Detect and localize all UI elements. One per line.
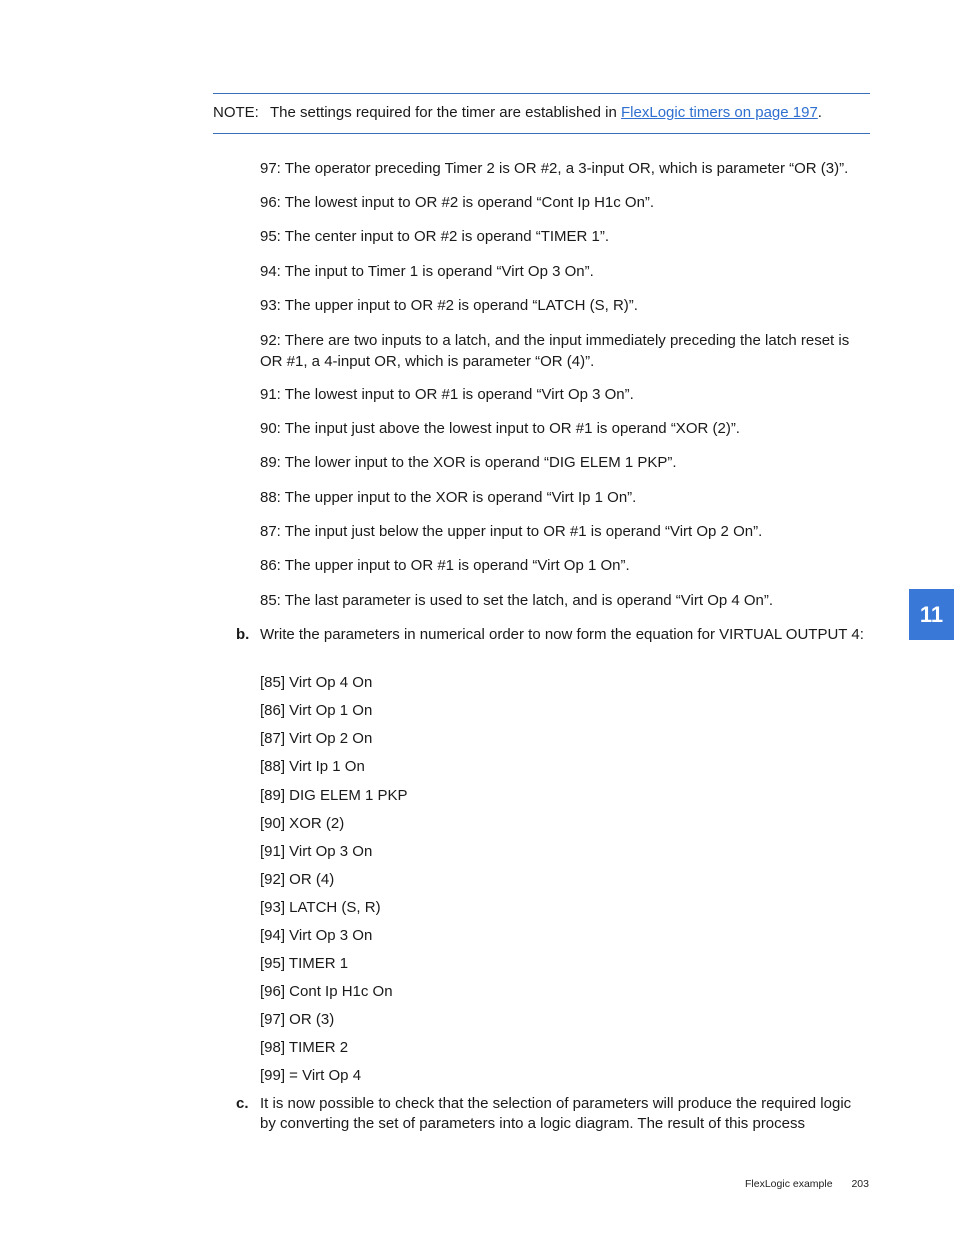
flexlogic-timers-link[interactable]: FlexLogic timers on page 197 (621, 104, 818, 121)
item-c-label: c. (236, 1095, 249, 1112)
equation-line: [89] DIG ELEM 1 PKP (260, 787, 408, 804)
equation-line: [92] OR (4) (260, 871, 335, 888)
equation-line: [96] Cont Ip H1c On (260, 983, 393, 1000)
step-96: 96: The lowest input to OR #2 is operand “Cont Ip H1c On”. (260, 194, 655, 211)
step-87: 87: The input just below the upper input to OR #1 is operand “Virt Op 2 On”. (260, 523, 763, 540)
footer-page-number: 203 (851, 1178, 869, 1190)
step-97: 97: The operator preceding Timer 2 is OR #2, a 3-input OR, which is parameter “OR (3)”. (260, 160, 849, 177)
step-88: 88: The upper input to the XOR is operand “Virt Ip 1 On”. (260, 489, 637, 506)
item-b-label: b. (236, 626, 250, 643)
note-label: NOTE: (213, 104, 259, 121)
note-box (213, 93, 870, 134)
item-b-text: Write the parameters in numerical order to now form the equation for VIRTUAL OUTPUT 4: (260, 626, 864, 643)
step-89: 89: The lower input to the XOR is operand “DIG ELEM 1 PKP”. (260, 454, 677, 471)
equation-line: [97] OR (3) (260, 1011, 335, 1028)
equation-line: [93] LATCH (S, R) (260, 899, 381, 916)
step-95: 95: The center input to OR #2 is operand “TIMER 1”. (260, 228, 610, 245)
equation-line: [91] Virt Op 3 On (260, 843, 373, 860)
note-text-before: The settings required for the timer are established in (270, 104, 622, 121)
note-text-after: . (817, 104, 822, 121)
step-92: 92: There are two inputs to a latch, and the input immediately preceding the latch reset is OR #1, a 4-input OR, which is parameter “OR (4)”. (260, 332, 850, 370)
step-85: 85: The last parameter is used to set the latch, and is operand “Virt Op 4 On”. (260, 592, 774, 609)
note-text (270, 103, 822, 123)
chapter-tab: 11 (909, 589, 954, 640)
equation-line: [85] Virt Op 4 On (260, 674, 373, 691)
step-94: 94: The input to Timer 1 is operand “Virt Op 3 On”. (260, 263, 594, 280)
step-91: 91: The lowest input to OR #1 is operand “Virt Op 3 On”. (260, 386, 634, 403)
equation-line: [86] Virt Op 1 On (260, 702, 373, 719)
equation-line: [90] XOR (2) (260, 815, 345, 832)
step-86: 86: The upper input to OR #1 is operand “Virt Op 1 On”. (260, 557, 630, 574)
equation-line: [95] TIMER 1 (260, 955, 349, 972)
equation-line: [99] = Virt Op 4 (260, 1067, 362, 1084)
step-90: 90: The input just above the lowest input to OR #1 is operand “XOR (2)”. (260, 420, 740, 437)
step-93: 93: The upper input to OR #2 is operand “LATCH (S, R)”. (260, 297, 638, 314)
footer-section-title: FlexLogic example (745, 1178, 833, 1190)
equation-line: [98] TIMER 2 (260, 1039, 349, 1056)
equation-line: [88] Virt Ip 1 On (260, 758, 365, 775)
equation-line: [94] Virt Op 3 On (260, 927, 373, 944)
equation-line: [87] Virt Op 2 On (260, 730, 373, 747)
page-footer (745, 1174, 869, 1194)
item-c-text: It is now possible to check that the selection of parameters will produce the required logic by converting the set of parameters into a logic diagram. The result of this process (260, 1095, 852, 1132)
